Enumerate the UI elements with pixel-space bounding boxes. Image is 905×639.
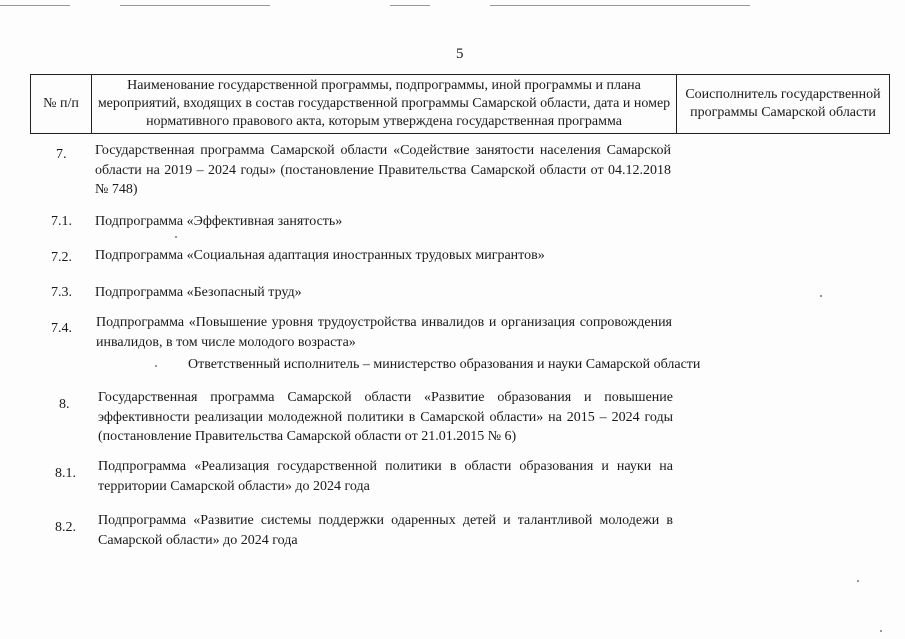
header-name: Наименование государственной программы, подпрограммы, иной программы и плана мероприятий, входящих в состав государственной программы Самарской области, дата и номер нормативного правового акта, которым утверждена государственная программа <box>92 75 677 134</box>
scan-speck <box>155 365 157 367</box>
row-text: Подпрограмма «Реализация государственной политики в области образования и науки на территории Самарской области» до 2024 года <box>98 459 673 494</box>
row-number: 8. <box>59 397 70 412</box>
row-number: 7.3. <box>51 285 72 300</box>
scan-edge-line <box>490 5 750 6</box>
row-text: Подпрограмма «Безопасный труд» <box>95 285 302 300</box>
scan-speck <box>175 236 177 238</box>
scan-edge-line <box>120 5 270 6</box>
row-text: Подпрограмма «Развитие системы поддержки одаренных детей и талантливой молодежи в Самарской области» до 2024 года <box>98 513 673 548</box>
scan-speck <box>820 295 822 297</box>
table-header <box>30 74 890 134</box>
row-text: Подпрограмма «Социальная адаптация иностранных трудовых мигрантов» <box>95 248 545 263</box>
scan-edge-line <box>0 5 70 6</box>
row-text: Подпрограмма «Повышение уровня трудоустройства инвалидов и организация сопровождения инвалидов, в том числе молодого возраста» <box>96 315 672 350</box>
header-number: № п/п <box>31 75 92 134</box>
row-number: 7.1. <box>51 214 72 229</box>
row-number: 7.2. <box>51 250 72 265</box>
section-heading: Ответственный исполнитель – министерство образования и науки Самарской области <box>188 357 701 372</box>
header-coexecutor: Соисполнитель государственной программы Самарской области <box>677 75 890 134</box>
row-number: 7.4. <box>51 321 72 336</box>
row-number: 8.1. <box>55 466 76 481</box>
row-number: 8.2. <box>55 520 76 535</box>
scan-edge-line <box>390 5 430 6</box>
row-text: Подпрограмма «Эффективная занятость» <box>95 214 343 229</box>
row-text: Государственная программа Самарской области «Развитие образования и повышение эффективности реализации молодежной политики в Самарской области» на 2015 – 2024 годы (постановление Правительства Самарской области от 21.01.2015 № 6) <box>98 390 673 444</box>
scan-speck <box>880 630 882 632</box>
scan-speck <box>857 580 859 582</box>
row-text: Государственная программа Самарской области «Содействие занятости населения Самарской области на 2019 – 2024 годы» (постановление Правительства Самарской области от 04.12.2018 № 748) <box>95 143 671 197</box>
page-number: 5 <box>456 46 464 62</box>
row-number: 7. <box>56 147 67 162</box>
